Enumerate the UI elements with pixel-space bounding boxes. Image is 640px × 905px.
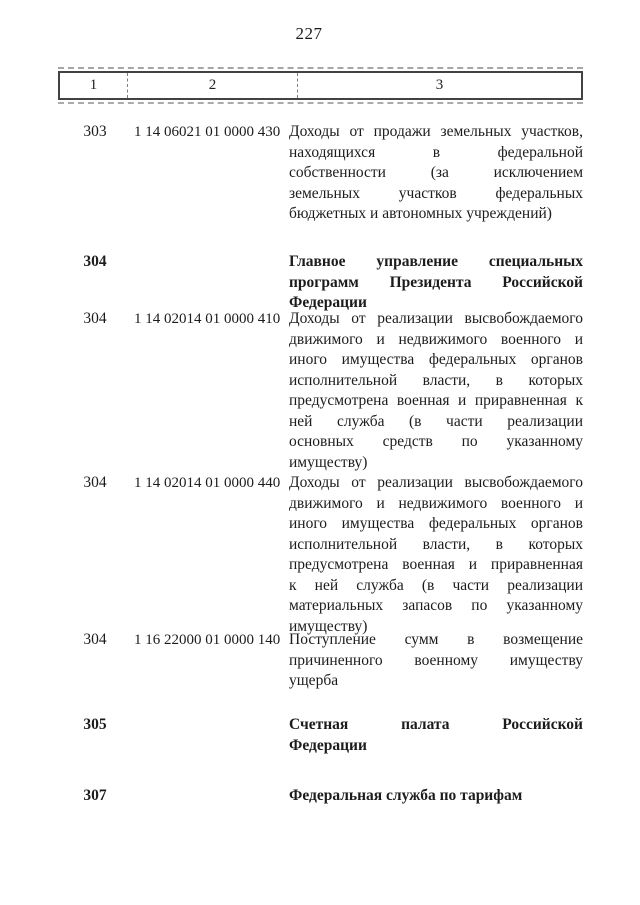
row-description — [289, 786, 583, 807]
description-line: материальных запасов по указанному — [289, 597, 583, 614]
row-budget-code: 1 16 22000 01 0000 140 — [134, 632, 281, 648]
description-line: находящихся в федеральной — [289, 143, 583, 161]
row-budget-code: 1 14 06021 01 0000 430 — [134, 124, 281, 140]
row-description — [289, 309, 583, 473]
description-line: программ Президента Российской — [289, 273, 583, 291]
row-admin-code: 304 — [83, 310, 107, 327]
row-admin-code: 303 — [83, 123, 107, 140]
table-row — [58, 122, 583, 225]
row-description — [289, 473, 583, 637]
table-row — [58, 786, 583, 807]
description-line: Доходы от реализации высвобождаемого — [289, 474, 583, 491]
description-line: исполнительной власти, в которых — [289, 535, 583, 553]
row-budget-code: 1 14 02014 01 0000 440 — [134, 475, 281, 491]
page-number: 227 — [295, 24, 323, 43]
row-admin-code: 307 — [83, 787, 107, 804]
header-cell-2: 2 — [127, 73, 297, 98]
header-cell-3: 3 — [297, 73, 581, 98]
description-line: к ней служба (в части реализации — [289, 576, 583, 594]
row-description — [289, 630, 583, 692]
row-admin-code: 304 — [83, 631, 107, 648]
table-header — [58, 71, 583, 100]
description-line: Поступление сумм в возмещение — [289, 631, 583, 648]
description-line: собственности (за исключением — [289, 164, 583, 181]
table-row — [58, 252, 583, 314]
description-line: движимого и недвижимого военного и — [289, 494, 583, 512]
table-row — [58, 630, 583, 692]
description-line: Доходы от реализации высвобождаемого — [289, 310, 583, 327]
row-description — [289, 715, 583, 756]
description-line: движимого и недвижимого военного и — [289, 330, 583, 348]
description-line: ущерба — [289, 672, 339, 689]
table-row — [58, 715, 583, 756]
description-line: предусмотрена военная и приравненная — [289, 556, 583, 573]
description-line: предусмотрена военная и приравненная к — [289, 392, 583, 409]
row-admin-code: 305 — [83, 716, 107, 733]
description-line: Доходы от продажи земельных участков, — [289, 123, 583, 140]
row-description — [289, 252, 583, 314]
row-budget-code: 1 14 02014 01 0000 410 — [134, 311, 281, 327]
description-line: ней служба (в части реализации — [289, 412, 583, 430]
row-admin-code: 304 — [83, 474, 107, 491]
row-admin-code: 304 — [83, 253, 107, 270]
description-line: земельных участков федеральных — [289, 184, 583, 202]
description-line: бюджетных и автономных учреждений) — [289, 205, 552, 222]
table-row — [58, 473, 583, 637]
header-cell-1: 1 — [89, 77, 98, 93]
table-row — [58, 309, 583, 473]
description-line: имуществу) — [289, 453, 368, 471]
description-line: иного имущества федеральных органов — [289, 515, 583, 532]
description-line: имуществу) — [289, 617, 368, 635]
description-line: исполнительной власти, в которых — [289, 371, 583, 389]
description-line: Счетная палата Российской — [289, 716, 583, 733]
description-line: Федеральная служба по тарифам — [289, 787, 523, 804]
description-line: иного имущества федеральных органов — [289, 351, 583, 368]
description-line: основных средств по указанному — [289, 433, 583, 450]
description-line: причиненного военному имуществу — [289, 651, 583, 669]
description-line: Главное управление специальных — [289, 253, 583, 270]
description-line: Федерации — [289, 294, 367, 311]
description-line: Федерации — [289, 736, 367, 754]
row-description — [289, 122, 583, 225]
